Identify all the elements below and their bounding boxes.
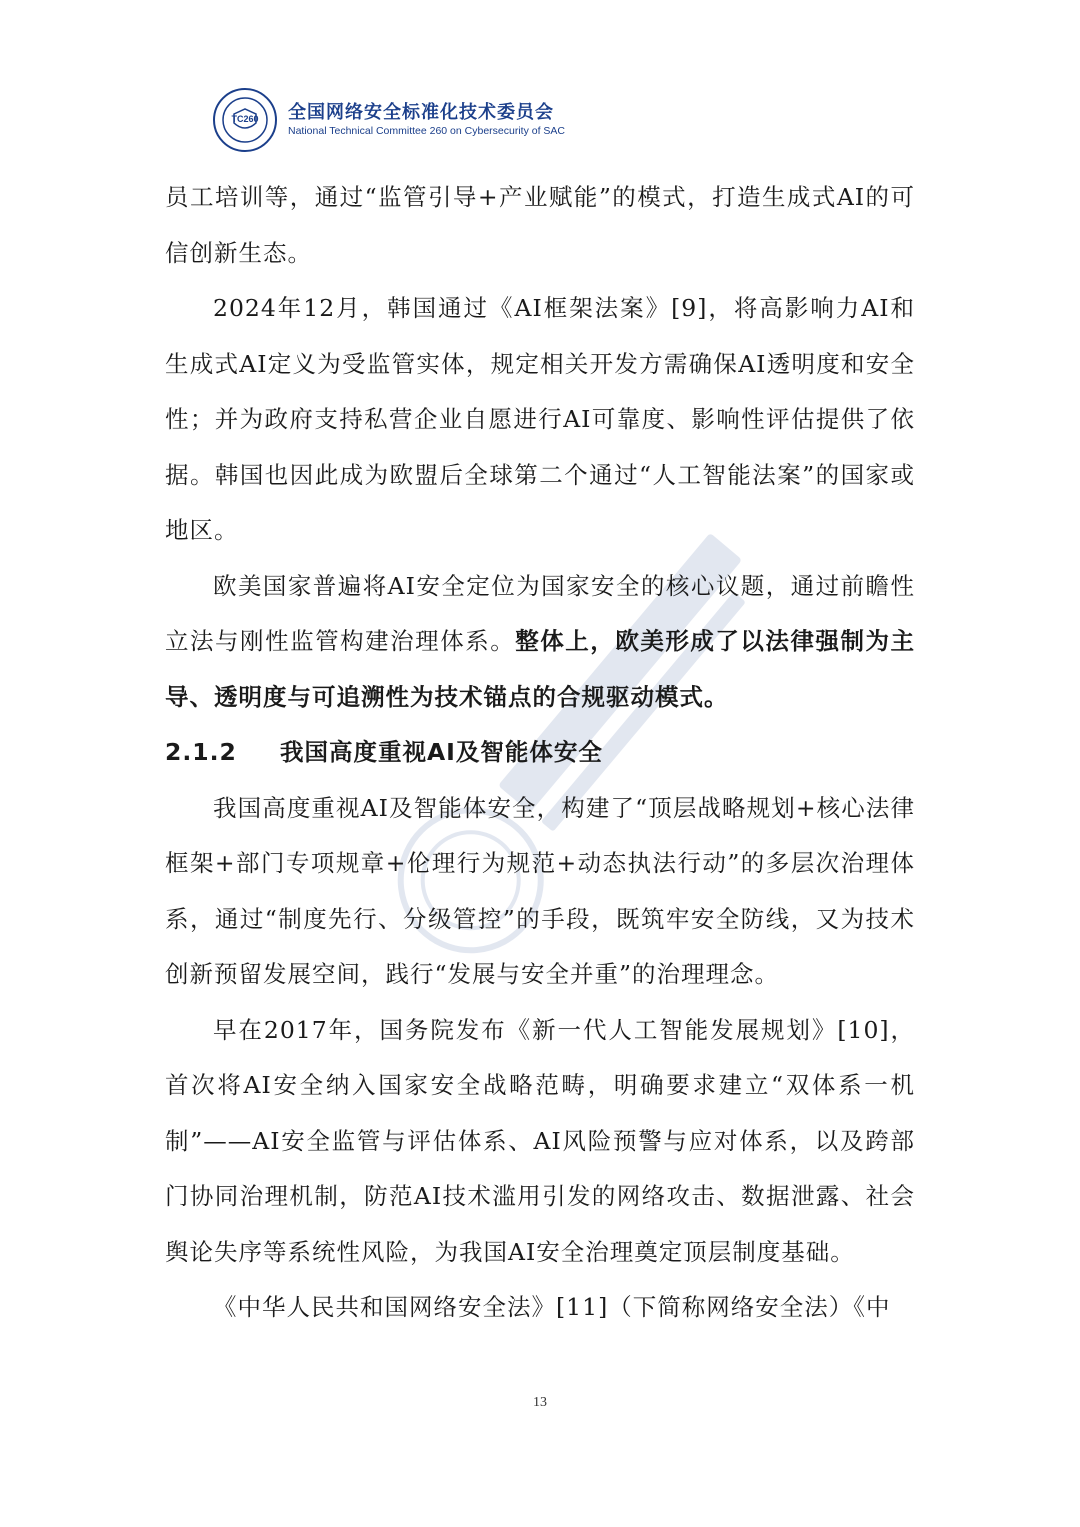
paragraph-5: 早在2017年，国务院发布《新一代人工智能发展规划》[10]，首次将AI安全纳入国家安全战略范畴，明确要求建立“双体系一机制”——AI安全监管与评估体系、AI风险预警与应对体系，以及跨部门协同治理机制，防范AI技术滥用引发的网络攻击、数据泄露、社会舆论失序等系统性风险，为我国AI安全治理奠定顶层制度基础。	[165, 1015, 915, 1266]
paragraph-4: 我国高度重视AI及智能体安全，构建了“顶层战略规划+核心法律框架+部门专项规章+伦理行为规范+动态执法行动”的多层次治理体系，通过“制度先行、分级管控”的手段，既筑牢安全防线，又为技术创新预留发展空间，践行“发展与安全并重”的治理理念。	[165, 793, 915, 988]
paragraph-3	[165, 559, 915, 726]
page-number: 13	[533, 1395, 547, 1410]
paragraph-3-bold-conclusion: 整体上，欧美形成了以法律强制为主导、透明度与可追溯性为技术锚点的合规驱动模式。	[165, 627, 916, 711]
seal-code: TC260	[231, 114, 259, 124]
paragraph-1: 员工培训等，通过“监管引导+产业赋能”的模式，打造生成式AI的可信创新生态。	[165, 183, 915, 267]
tc260-seal-icon	[212, 87, 278, 153]
org-name-cn: 全国网络安全标准化技术委员会	[288, 102, 554, 123]
section-number: 2.1.2	[165, 738, 237, 766]
section-title: 我国高度重视AI及智能体安全	[280, 738, 603, 766]
org-name-en: National Technical Committee 260 on Cybersecurity of SAC	[288, 125, 566, 137]
paragraph-2: 2024年12月，韩国通过《AI框架法案》[9]，将高影响力AI和生成式AI定义为受监管实体，规定相关开发方需确保AI透明度和安全性；并为政府支持私营企业自愿进行AI可靠度、影响性评估提供了依据。韩国也因此成为欧盟后全球第二个通过“人工智能法案”的国家或地区。	[165, 294, 915, 544]
organization-name	[288, 102, 565, 138]
section-heading	[165, 725, 915, 781]
page-header	[212, 80, 565, 160]
paragraph-3-text: 欧美国家普遍将AI安全定位为国家安全的核心议题，通过前瞻性立法与刚性监管构建治理体系。	[165, 571, 915, 655]
paragraph-6: 《中华人民共和国网络安全法》[11]（下简称网络安全法）《中	[213, 1293, 891, 1321]
document-body	[165, 170, 915, 1336]
